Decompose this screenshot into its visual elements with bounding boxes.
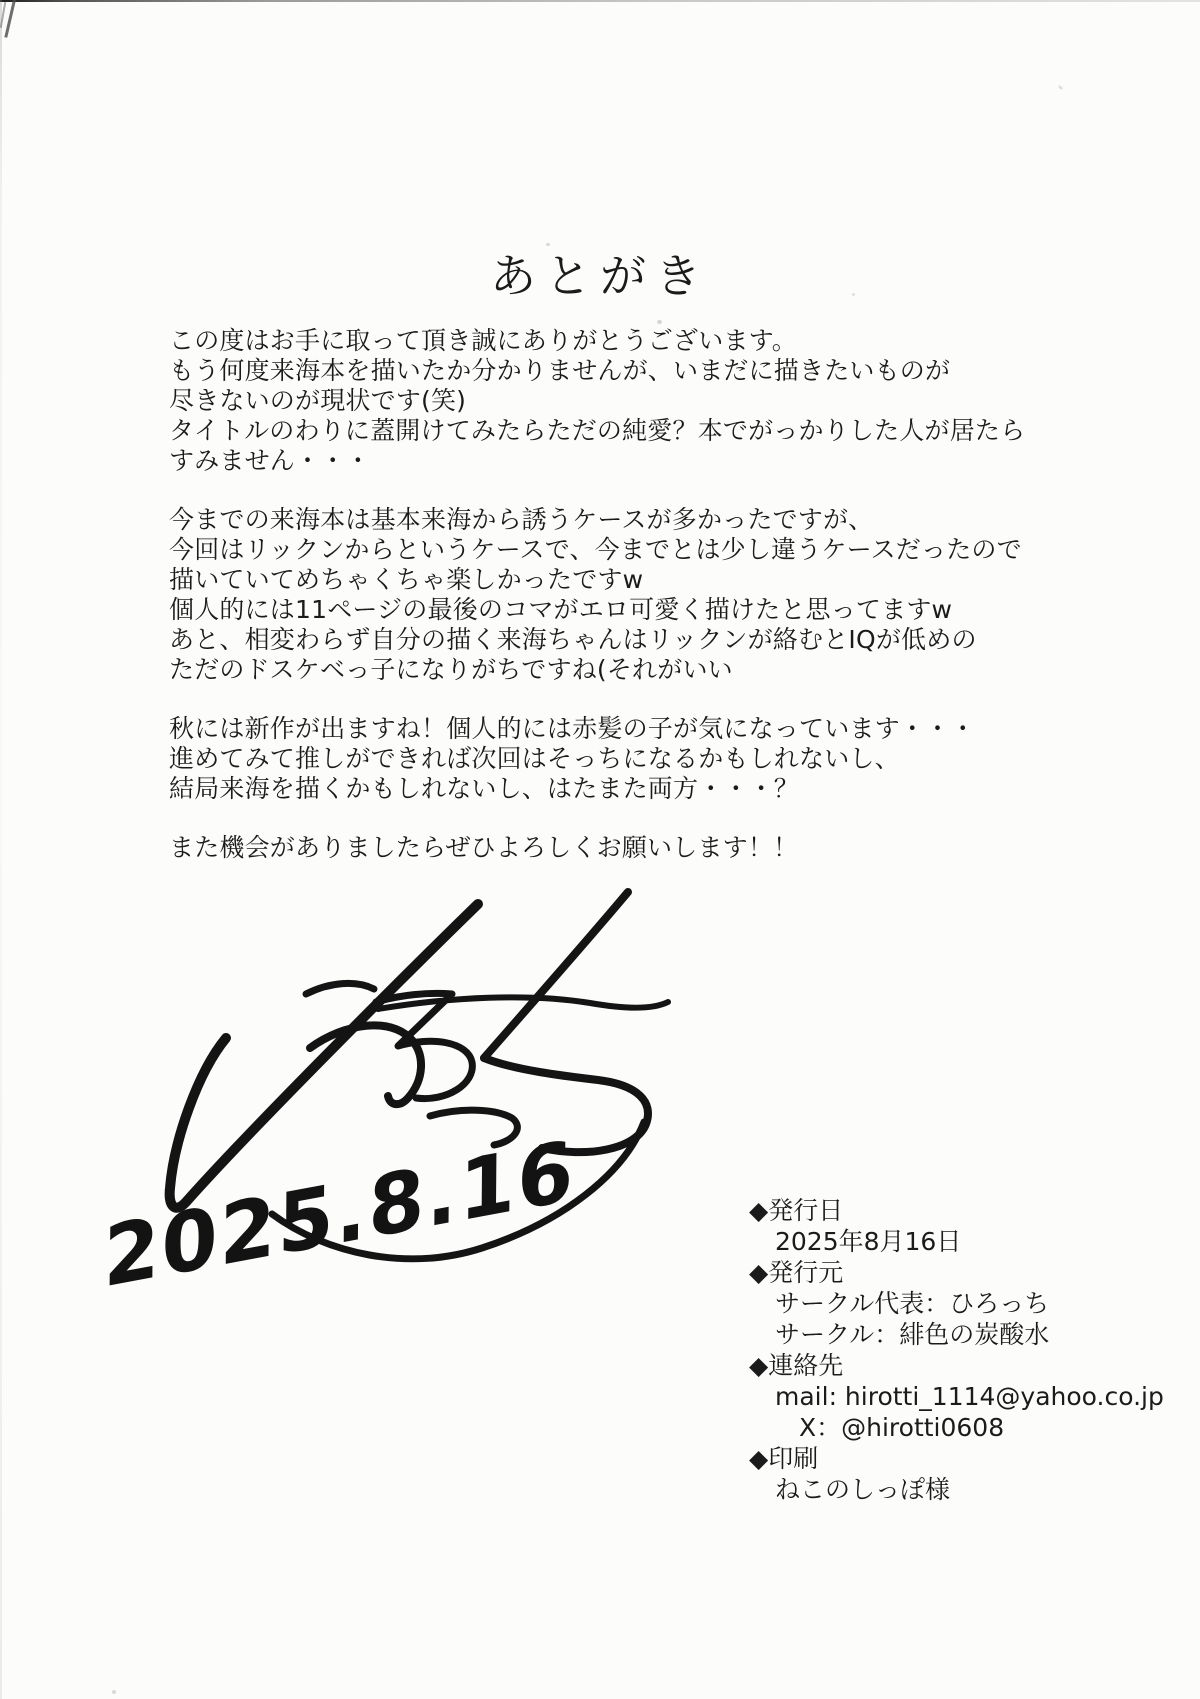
text-line: あと、相変わらず自分の描く来海ちゃんはリックンが絡むとIQが低めの <box>169 625 977 654</box>
scan-speck <box>112 1690 116 1694</box>
text-line: タイトルのわりに蓋開けてみたらただの純愛？本でがっかりした人が居たら <box>169 416 1026 445</box>
colophon-label: ◆発行元 <box>749 1258 844 1287</box>
text-line: 進めてみて推しができれば次回はそっちになるかもしれないし、 <box>169 744 900 773</box>
text-line: もう何度来海本を描いたか分かりませんが、いまだに描きたいものが <box>169 356 951 385</box>
text-line: 個人的には11ページの最後のコマがエロ可愛く描けたと思ってますw <box>169 595 953 624</box>
text-line: すみません・・・ <box>169 446 371 475</box>
text-line: この度はお手に取って頂き誠にありがとうございます。 <box>169 326 798 355</box>
text-line: ただのドスケベっ子になりがちですね(それがいい <box>169 655 733 684</box>
text-line: また機会がありましたらぜひよろしくお願いします！！ <box>169 833 799 862</box>
paragraph <box>169 326 1109 476</box>
colophon-value-mail: mail: hirotti_1114@yahoo.co.jp <box>775 1382 1164 1411</box>
afterword-text <box>169 326 1109 892</box>
text-line: 結局来海を描くかもしれないし、はたまた両方・・・？ <box>169 774 800 803</box>
paragraph <box>169 714 1109 804</box>
scan-artifact-top-edge <box>0 0 1200 2</box>
paragraph <box>169 505 1109 685</box>
text-line: 今までの来海本は基本来海から誘うケースが多かったですが、 <box>169 505 874 534</box>
colophon-value: 2025年8月16日 <box>775 1227 962 1256</box>
colophon-value: サークル代表：ひろっち <box>775 1289 1050 1318</box>
scan-artifact-corner <box>4 0 16 38</box>
colophon-item-printer <box>749 1443 1164 1505</box>
colophon-item-contact <box>749 1350 1164 1443</box>
text-line: 今回はリックンからというケースで、今までとは少し違うケースだったので <box>169 535 1022 564</box>
colophon-label: ◆連絡先 <box>749 1351 844 1380</box>
text-line: 描いていてめちゃくちゃ楽しかったですw <box>169 565 644 594</box>
colophon-value: サークル：緋色の炭酸水 <box>775 1320 1050 1349</box>
colophon-item-issue-date <box>749 1195 1164 1257</box>
scan-speck <box>1058 85 1064 91</box>
page-title: あとがき <box>490 249 710 303</box>
colophon-value-x: X：@hirotti0608 <box>799 1413 1005 1442</box>
colophon-label: ◆発行日 <box>749 1196 844 1225</box>
colophon-item-publisher <box>749 1257 1164 1350</box>
text-line: 秋には新作が出ますね！個人的には赤髪の子が気になっています・・・ <box>169 714 976 743</box>
signature-date: 2025.8.16 <box>103 1122 576 1307</box>
colophon <box>749 1195 1164 1505</box>
text-line: 尽きないのが現状です(笑) <box>169 386 467 415</box>
colophon-value: ねこのしっぽ様 <box>775 1475 951 1504</box>
scan-speck <box>657 320 662 324</box>
colophon-label: ◆印刷 <box>749 1444 819 1473</box>
